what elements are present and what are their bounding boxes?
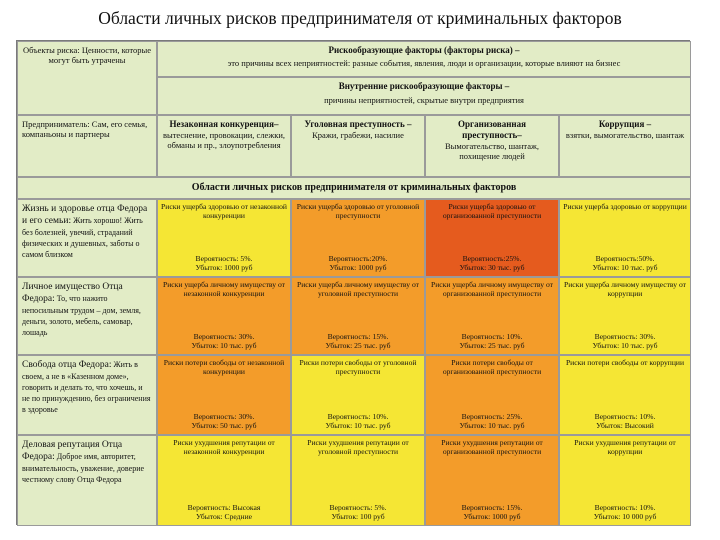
risk-cell [157,355,291,435]
probability: Вероятность: 30%. [193,332,255,341]
entrepreneur-header [17,115,157,177]
row3-left-desc: Жить в своем, а не в «Казенном доме», говорить и делать то, что хочешь, и не по принуждению, без ограничения в здоровье [22,360,151,414]
factor-criminal [291,115,425,177]
internal-factors-header [157,77,691,115]
factor4-title: Коррупция – [598,119,652,129]
row3-left-title: Свобода отца Федора: [22,360,112,370]
loss: Убыток: 10 тыс. руб [325,421,391,430]
probability: Вероятность:50%. [595,254,655,263]
loss: Убыток: 10 тыс. руб [592,341,658,350]
row-life-health [17,199,157,277]
factors-title: Рискообразующие факторы (факторы риска) – [328,45,520,55]
loss: Убыток: 50 тыс. руб [191,421,257,430]
loss: Убыток: 10 тыс. руб [191,341,257,350]
row-freedom [17,355,157,435]
loss: Убыток: Высокий [596,421,654,430]
probability: Вероятность: Высокая [187,503,261,512]
loss: Убыток: 100 руб [331,512,385,521]
risk-cell [425,277,559,355]
loss: Убыток: Средние [195,512,253,521]
loss: Убыток: 30 тыс. руб [459,263,525,272]
probability: Вероятность: 30%. [193,412,255,421]
row2-left-desc: То, что нажито непосильным трудом – дом, земля, деньги, золото, мебель, самовар, лошадь [22,294,141,337]
probability: Вероятность: 10%. [594,503,656,512]
risk-cell [425,199,559,277]
risk-table [16,40,690,525]
probability: Вероятность: 10%. [327,412,389,421]
factors-desc: это причины всех неприятностей: разные события, явления, люди и организации, которые влияют на бизнес [227,58,621,68]
risk-text: Риски ущерба здоровью от уголовной преступности [296,202,420,220]
page-title: Области личных рисков предпринимателя от криминальных факторов [98,8,622,28]
entrepreneur-text: Предприниматель: Сам, его семья, компаньоны и партнеры [22,119,148,139]
risk-cell [157,277,291,355]
loss: Убыток: 1000 руб [195,263,253,272]
probability: Вероятность: 5%. [195,254,253,263]
probability: Вероятность: 10%. [461,332,523,341]
risk-text: Риски ухудшения репутации от коррупции [574,438,676,456]
risk-cell [425,435,559,526]
row-business-reputation [17,435,157,526]
row1-left-desc: Жить хорошо! Жить без болезней, увечий, страданий физических и душевных, заботы о самом близком [22,216,143,259]
factor-unfair-competition [157,115,291,177]
risk-text: Риски ущерба личному имуществу от коррупции [564,280,686,298]
probability: Вероятность: 30%. [594,332,656,341]
risk-text: Риски потери свободы от организованной преступности [442,358,542,376]
loss: Убыток: 1000 руб [329,263,387,272]
loss: Убыток: 10 тыс. руб [592,263,658,272]
objects-header-text: Объекты риска: Ценности, которые могут быть утрачены [23,45,151,65]
risk-text: Риски ущерба здоровью от незаконной конкуренции [161,202,287,220]
factor3-title: Организованная преступность– [458,119,526,140]
risk-text: Риски потери свободы от коррупции [565,358,685,367]
probability: Вероятность: 25%. [461,412,523,421]
factor-organized-crime [425,115,559,177]
risk-cell [291,435,425,526]
probability: Вероятность:25%. [462,254,522,263]
risk-areas-band [17,177,691,199]
probability: Вероятность: 5%. [329,503,387,512]
loss: Убыток: 25 тыс. руб [459,341,525,350]
probability: Вероятность:20%. [328,254,388,263]
loss: Убыток: 1000 руб [463,512,521,521]
risk-cell [559,355,691,435]
probability: Вероятность: 15%. [461,503,523,512]
row-personal-property [17,277,157,355]
loss: Убыток: 25 тыс. руб [325,341,391,350]
probability: Вероятность: 10%. [594,412,656,421]
risk-cell [157,435,291,526]
risk-text: Риски ухудшения репутации от организованной преступности [441,438,543,456]
internal-title: Внутренние рискообразующие факторы – [338,81,510,91]
factor2-title: Уголовная преступность – [304,119,412,129]
internal-desc: причины неприятностей, скрытые внутри предприятия [324,95,524,105]
risk-cell [559,199,691,277]
loss: Убыток: 10 000 руб [593,512,657,521]
factors-header [157,41,691,77]
objects-header [17,41,157,115]
probability: Вероятность: 15%. [327,332,389,341]
risk-cell [157,199,291,277]
risk-cell [559,277,691,355]
factor2-desc: Кражи, грабежи, насилие [312,130,404,140]
risk-text: Риски ухудшения репутации от уголовной преступности [307,438,409,456]
factor1-desc: вытеснение, провокации, слежки, обманы и пр., злоупотребления [162,130,286,150]
risk-text: Риски ущерба личному имуществу от незаконной конкуренции [163,280,285,298]
risk-areas-band-text: Области личных рисков предпринимателя от криминальных факторов [191,182,517,193]
risk-text: Риски потери свободы от незаконной конкуренции [163,358,285,376]
row1-left-title: Жизнь и здоровье отца Федора и его семьи: [22,204,148,226]
risk-text: Риски ущерба здоровью от организованной преступности [442,202,542,220]
risk-cell [425,355,559,435]
loss: Убыток: 10 тыс. руб [459,421,525,430]
risk-text: Риски ущерба личному имуществу от организованной преступности [431,280,553,298]
risk-text: Риски ущерба личному имуществу от уголовной преступности [297,280,419,298]
row2-left-title: Личное имущество Отца Федора: [22,282,123,304]
factor1-title: Незаконная конкуренция– [169,119,279,129]
risk-cell [291,199,425,277]
factor4-desc: взятки, вымогательство, шантаж [565,130,685,140]
row4-left-desc: Доброе имя, авторитет, внимательность, уважение, доверие честному слову Отца Федора [22,452,145,484]
risk-text: Риски ущерба здоровью от коррупции [563,202,687,211]
risk-text: Риски ухудшения репутации от незаконной конкуренции [173,438,275,456]
risk-text: Риски потери свободы от уголовной преступности [299,358,417,376]
risk-cell [291,355,425,435]
row4-left-title: Деловая репутация Отца Федора: [22,440,123,462]
risk-cell [291,277,425,355]
risk-cell [559,435,691,526]
factor3-desc: Вымогательство, шантаж, похищение людей [444,141,540,161]
factor-corruption [559,115,691,177]
